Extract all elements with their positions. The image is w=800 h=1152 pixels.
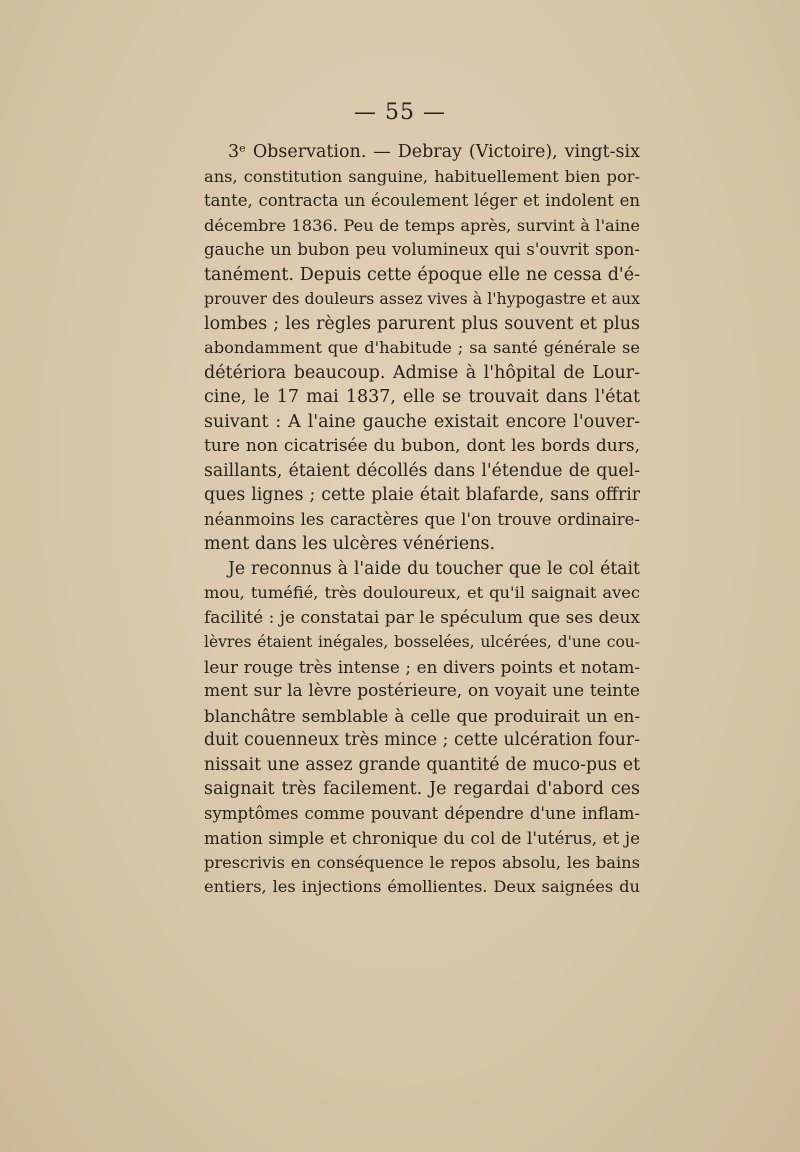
text-line: leur rouge très intense ; en divers points et notam- — [204, 656, 640, 677]
text-line: gauche un bubon peu volumineux qui s'ouvrit spon- — [204, 240, 640, 259]
text-line: mation simple et chronique du col de l'utérus, et je — [204, 828, 640, 848]
text-line: blanchâtre semblable à celle que produirait un en- — [204, 705, 640, 726]
text-line: duit couenneux très mince ; cette ulcération four- — [204, 730, 640, 750]
text-line: prescrivis en conséquence le repos absolu, les bains — [204, 852, 640, 872]
text-line: saillants, étaient décollés dans l'étendue de quel- — [204, 460, 640, 481]
text-line: entiers, les injections émollientes. Deux saignées du — [204, 877, 640, 896]
text-line: ment dans les ulcères vénériens. — [204, 534, 496, 554]
text-line: saignait très facilement. Je regardai d'abord ces — [204, 779, 640, 799]
text-line: détériora beaucoup. Admise à l'hôpital de Lour- — [204, 362, 640, 383]
text-line: facilité : je constatai par le spéculum que ses deux — [204, 607, 640, 628]
text-line: néanmoins les caractères que l'on trouve ordinaire- — [204, 509, 640, 529]
text-line: mou, tuméfié, très douloureux, et qu'il saignait avec — [204, 583, 640, 602]
text-line: cine, le 17 mai 1837, elle se trouvait dans l'état — [204, 387, 640, 407]
paragraph-examination — [204, 557, 640, 900]
text-line: ques lignes ; cette plaie était blafarde, sans offrir — [204, 485, 640, 505]
text-line: prouver des douleurs assez vives à l'hypogastre et aux — [204, 289, 640, 308]
text-line: tanément. Depuis cette époque elle ne cessa d'é- — [204, 264, 640, 285]
text-line: abondamment que d'habitude ; sa santé générale se — [204, 338, 640, 357]
text-line: suivant : A l'aine gauche existait encore l'ouver- — [204, 411, 640, 432]
text-line: symptômes comme pouvant dépendre d'une inflam- — [204, 803, 640, 823]
text-line: 3ᵉ Observation. — Debray (Victoire), vingt-six — [228, 142, 640, 162]
text-line: ans, constitution sanguine, habituellement bien por- — [204, 166, 640, 186]
text-line: décembre 1836. Peu de temps après, survint à l'aine — [204, 215, 640, 235]
text-line: nissait une assez grande quantité de muco-pus et — [204, 754, 640, 775]
text-line: tante, contracta un écoulement léger et indolent en — [204, 191, 640, 210]
text-line: ment sur la lèvre postérieure, on voyait une teinte — [204, 681, 640, 701]
page-number: — 55 — — [354, 100, 446, 125]
text-line: Je reconnus à l'aide du toucher que le col était — [228, 558, 640, 579]
body-text — [204, 140, 640, 900]
paragraph-observation — [204, 140, 640, 557]
text-line: lombes ; les règles parurent plus souvent et plus — [204, 313, 640, 334]
text-line: lèvres étaient inégales, bosselées, ulcérées, d'une cou- — [204, 633, 640, 651]
text-line: ture non cicatrisée du bubon, dont les bords durs, — [204, 436, 640, 456]
